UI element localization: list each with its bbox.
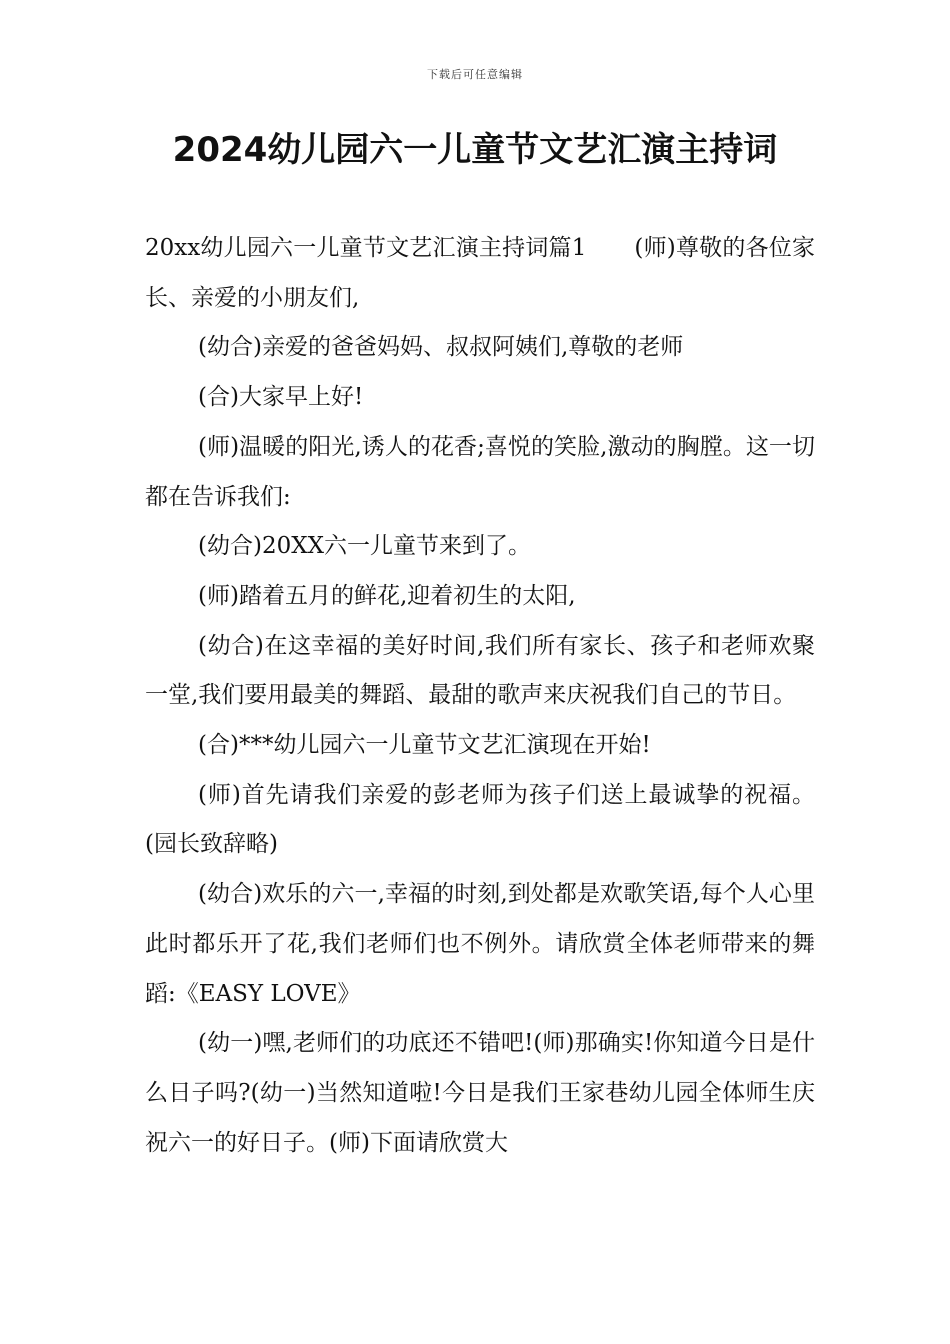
intro-line: (师)尊敬的各位家长、亲爱的小朋友们,: [145, 235, 816, 311]
document-body: [145, 224, 815, 1168]
intro-heading: 20xx幼儿园六一儿童节文艺汇演主持词篇1: [145, 235, 587, 261]
paragraph: (合)大家早上好!: [198, 384, 364, 411]
paragraph: (幼一)嘿,老师们的功底还不错吧!(师)那确实!你知道今日是什么日子吗?(幼一)当然知道啦!今日是我们王家巷幼儿园全体师生庆祝六一的好日子。(师)下面请欣赏大: [145, 1030, 815, 1156]
paragraph: (师)踏着五月的鲜花,迎着初生的太阳,: [198, 582, 576, 609]
paragraph: (合)***幼儿园六一儿童节文艺汇演现在开始!: [198, 732, 651, 759]
paragraph: (幼合)20XX六一儿童节来到了。: [198, 533, 531, 560]
document-title: 2024幼儿园六一儿童节文艺汇演主持词: [172, 130, 778, 170]
paragraph: (幼合)亲爱的爸爸妈妈、叔叔阿姨们,尊敬的老师: [198, 334, 684, 361]
paragraph: (幼合)在这幸福的美好时间,我们所有家长、孩子和老师欢聚一堂,我们要用最美的舞蹈、最甜的歌声来庆祝我们自己的节日。: [145, 632, 815, 709]
paragraph: (师)首先请我们亲爱的彭老师为孩子们送上最诚挚的祝福。(园长致辞略): [145, 781, 815, 858]
paragraph: (幼合)欢乐的六一,幸福的时刻,到处都是欢歌笑语,每个人心里此时都乐开了花,我们老师们也不例外。请欣赏全体老师带来的舞蹈:《EASY LOVE》: [145, 881, 815, 1007]
intro-paragraph: [145, 224, 815, 323]
header-note: 下载后可任意编辑: [427, 68, 523, 81]
paragraph: (师)温暖的阳光,诱人的花香;喜悦的笑脸,激动的胸膛。这一切都在告诉我们:: [145, 433, 815, 510]
